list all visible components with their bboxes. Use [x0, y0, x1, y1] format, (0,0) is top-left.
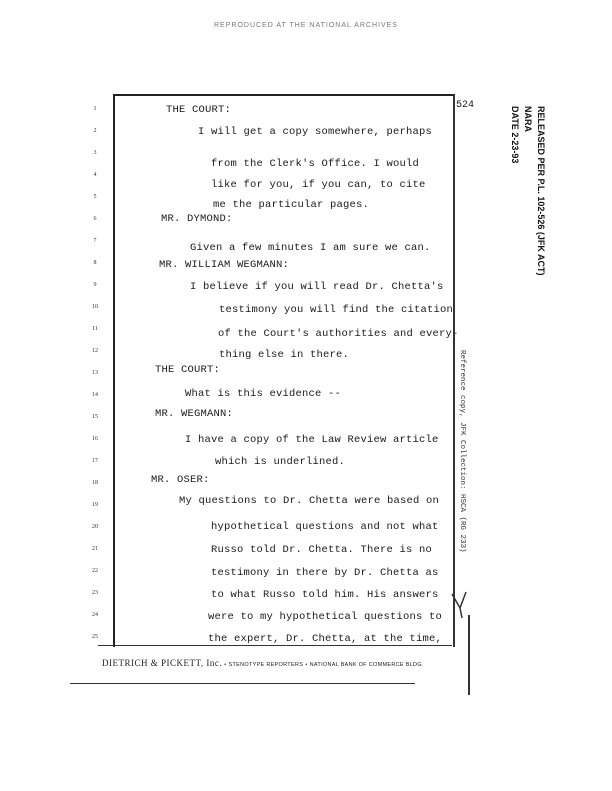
line-number: 19 [92, 502, 98, 508]
line-number: 21 [92, 546, 98, 552]
line-number: 18 [92, 480, 98, 486]
transcript-line: from the Clerk's Office. I would [211, 158, 420, 170]
speaker-label: THE COURT: [166, 104, 232, 116]
transcript-line: I have a copy of the Law Review article [185, 434, 439, 446]
release-stamp-date: DATE 2-23-93 [510, 106, 520, 164]
line-number: 10 [92, 304, 98, 310]
line-number: 23 [92, 590, 98, 596]
transcript-line: Given a few minutes I am sure we can. [190, 242, 431, 254]
transcript-line: Russo told Dr. Chetta. There is no [211, 544, 433, 556]
line-number: 12 [92, 348, 98, 354]
line-number: 22 [92, 568, 98, 574]
transcript-line: testimony in there by Dr. Chetta as [211, 567, 439, 579]
speaker-label: MR. DYMOND: [161, 213, 233, 225]
reporter-firm-name: DIETRICH & PICKETT, Inc. [102, 658, 223, 668]
margin-bracket [460, 615, 470, 695]
line-number: 24 [92, 612, 98, 618]
line-number: 9 [93, 282, 97, 288]
speaker-label: MR. WILLIAM WEGMANN: [159, 259, 290, 271]
line-number: 14 [92, 392, 98, 398]
line-number: 5 [93, 194, 97, 200]
reporter-address: NATIONAL BANK OF COMMERCE BLDG. [309, 662, 424, 668]
speaker-label: MR. WEGMANN: [155, 408, 234, 420]
line-number: 15 [92, 414, 98, 420]
reporter-footer [102, 658, 424, 668]
footer-separator: • [224, 662, 227, 668]
archive-header-stamp: REPRODUCED AT THE NATIONAL ARCHIVES [214, 22, 398, 29]
release-stamp-line: NARA [523, 106, 533, 132]
line-number: 6 [93, 216, 97, 222]
line-number: 2 [93, 128, 97, 134]
line-number: 13 [92, 370, 98, 376]
line-number: 8 [93, 260, 97, 266]
release-stamp [508, 106, 547, 276]
transcript-line: were to my hypothetical questions to [208, 611, 443, 623]
line-number: 11 [92, 326, 98, 332]
footer-separator: • [305, 662, 308, 668]
transcript-line: hypothetical questions and not what [211, 521, 439, 533]
line-number: 4 [93, 172, 97, 178]
page-number: 524 [456, 100, 475, 111]
transcript-line: My questions to Dr. Chetta were based on [179, 495, 440, 507]
transcript-line: thing else in there. [219, 349, 350, 361]
line-number: 7 [93, 238, 97, 244]
line-number: 1 [93, 106, 97, 112]
transcript-line: What is this evidence -- [185, 388, 342, 400]
line-number: 3 [93, 150, 97, 156]
transcript-line: which is underlined. [215, 456, 346, 468]
speaker-label: THE COURT: [155, 364, 221, 376]
line-number: 17 [92, 458, 98, 464]
transcript-line: of the Court's authorities and every- [218, 328, 459, 340]
transcript-line: I will get a copy somewhere, perhaps [198, 126, 433, 138]
line-number: 25 [92, 634, 98, 640]
footer-rule [70, 683, 415, 684]
release-stamp-line: RELEASED PER P.L. 102-526 (JFK ACT) [536, 106, 546, 276]
line-number: 16 [92, 436, 98, 442]
speaker-label: MR. OSER: [151, 474, 210, 486]
line-number: 20 [92, 524, 98, 530]
transcript-line: like for you, if you can, to cite [211, 179, 426, 191]
reference-copy-stamp: Reference copy, JFK Collection: HSCA (RG 233) [458, 350, 466, 553]
transcript-line: the expert, Dr. Chetta, at the time, [208, 633, 443, 645]
frame-bottom-rule [98, 645, 452, 646]
reporter-role: STENOTYPE REPORTERS [228, 662, 304, 668]
transcript-line: testimony you will find the citation [219, 304, 454, 316]
transcript-line: I believe if you will read Dr. Chetta's [190, 281, 444, 293]
transcript-line: me the particular pages. [213, 199, 370, 211]
transcript-line: to what Russo told him. His answers [211, 589, 439, 601]
